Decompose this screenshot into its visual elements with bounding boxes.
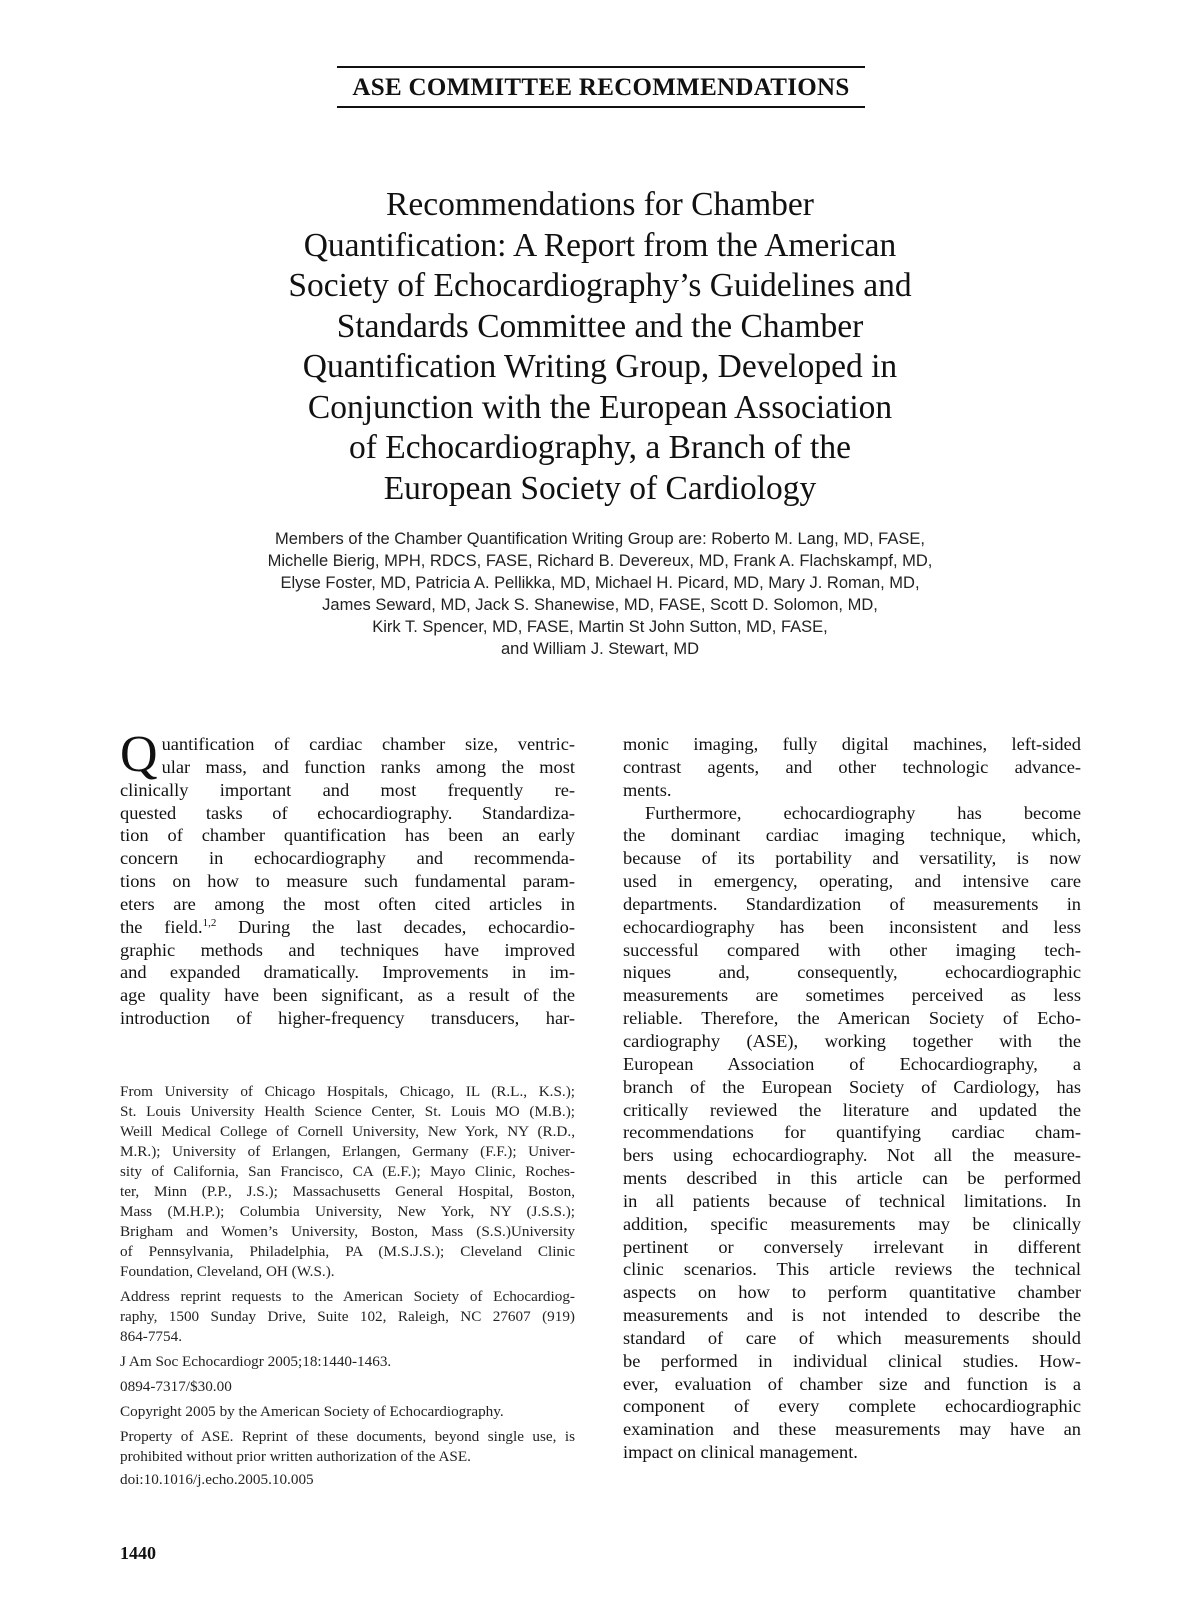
note-line: sity of California, San Francisco, CA (E.F.); Mayo Clinic, Roches-	[120, 1163, 575, 1180]
section-label: ASE COMMITTEE RECOMMENDATIONS	[337, 66, 865, 108]
drop-cap: Q	[120, 726, 158, 783]
body-line: introduction of higher-frequency transducers, har-	[120, 1008, 575, 1029]
author-list	[180, 528, 1020, 660]
body-line: echocardiography has been inconsistent and less	[623, 916, 1081, 937]
body-line: reliable. Therefore, the American Society of Echo-	[623, 1008, 1081, 1029]
note-line: Property of ASE. Reprint of these documents, beyond single use, is	[120, 1428, 575, 1445]
note-line: raphy, 1500 Sunday Drive, Suite 102, Raleigh, NC 27607 (919)	[120, 1308, 575, 1325]
body-line: clinic scenarios. This article reviews the technical	[623, 1259, 1081, 1280]
body-line: bers using echocardiography. Not all the measure-	[623, 1145, 1081, 1166]
body-line: eters are among the most often cited articles in	[120, 893, 575, 914]
note-line: Mass (M.H.P.); Columbia University, New York, NY (J.S.S.);	[120, 1203, 575, 1220]
body-line: in all patients because of technical limitations. In	[623, 1190, 1081, 1211]
body-line: ever, evaluation of chamber size and function is a	[623, 1373, 1081, 1394]
body-line: successful compared with other imaging tech-	[623, 939, 1081, 960]
note-line: Weill Medical College of Cornell University, New York, NY (R.D.,	[120, 1123, 575, 1140]
body-line: tion of chamber quantification has been an early	[120, 825, 575, 846]
body-line: critically reviewed the literature and updated the	[623, 1099, 1081, 1120]
body-line: standard of care of which measurements should	[623, 1327, 1081, 1348]
title-line: Society of Echocardiography’s Guidelines and	[288, 267, 912, 304]
body-column-right	[623, 733, 1081, 1464]
note-line: Address reprint requests to the American Society of Echocardiog-	[120, 1288, 575, 1305]
title-line: of Echocardiography, a Branch of the	[349, 429, 851, 466]
note-line: Brigham and Women’s University, Boston, Mass (S.S.)University	[120, 1223, 575, 1240]
body-line: branch of the European Society of Cardiology, has	[623, 1076, 1081, 1097]
page-number: 1440	[120, 1543, 156, 1563]
journal-reference: J Am Soc Echocardiogr 2005;18:1440-1463.	[120, 1353, 392, 1370]
body-line: measurements and is not intended to describe the	[623, 1305, 1081, 1326]
body-line: component of every complete echocardiographic	[623, 1396, 1081, 1417]
body-line: departments. Standardization of measurements in	[623, 893, 1081, 914]
body-text: During the last decades, echocardio-	[238, 916, 575, 937]
body-line: Furthermore, echocardiography has become	[645, 802, 1081, 823]
issn: 0894-7317/$30.00	[120, 1378, 232, 1395]
body-line: measurements are sometimes perceived as less	[623, 985, 1081, 1006]
note-line: of Pennsylvania, Philadelphia, PA (M.S.J.S.); Cleveland Clinic	[120, 1243, 575, 1260]
title-line: Standards Committee and the Chamber	[336, 307, 864, 345]
note-line: prohibited without prior written authorization of the ASE.	[120, 1448, 471, 1465]
copyright-note: Copyright 2005 by the American Society of Echocardiography.	[120, 1403, 504, 1420]
footnotes	[120, 1082, 575, 1495]
body-line: contrast agents, and other technologic advance-	[623, 756, 1081, 777]
body-text: the field.	[120, 916, 203, 937]
body-line: addition, specific measurements may be clinically	[623, 1213, 1081, 1234]
body-line: because of its portability and versatility, is now	[623, 848, 1081, 869]
body-line: impact on clinical management.	[623, 1442, 858, 1463]
property-note	[120, 1427, 575, 1467]
body-line: aspects on how to perform quantitative chamber	[623, 1282, 1081, 1303]
body-line: pertinent or conversely irrelevant in different	[623, 1236, 1081, 1257]
note-line: M.R.); University of Erlangen, Erlangen, Germany (F.F.); Univer-	[120, 1143, 575, 1160]
note-line: From University of Chicago Hospitals, Chicago, IL (R.L., K.S.);	[120, 1083, 575, 1100]
body-line: tions on how to measure such fundamental param-	[120, 871, 575, 892]
body-line: European Association of Echocardiography, a	[623, 1053, 1081, 1074]
body-line: recommendations for quantifying cardiac cham-	[623, 1122, 1081, 1143]
note-line: St. Louis University Health Science Center, St. Louis MO (M.B.);	[120, 1103, 575, 1120]
title-line: Conjunction with the European Association	[307, 388, 893, 426]
body-line: graphic methods and techniques have improved	[120, 939, 575, 960]
affiliations-note	[120, 1082, 575, 1282]
citation-link[interactable]: 1,2	[202, 916, 217, 929]
title-line: Recommendations for Chamber	[386, 186, 814, 223]
body-line: be performed in individual clinical studies. How-	[623, 1350, 1081, 1371]
doi-link[interactable]: doi:10.1016/j.echo.2005.10.005	[120, 1471, 314, 1488]
body-line: used in emergency, operating, and intensive care	[623, 871, 1081, 892]
author-line: Michelle Bierig, MPH, RDCS, FASE, Richard B. Devereux, MD, Frank A. Flachskampf, MD,	[267, 552, 933, 570]
note-line: ter, Minn (P.P., J.S.); Massachusetts General Hospital, Boston,	[120, 1183, 575, 1200]
title-line: European Society of Cardiology	[383, 469, 817, 507]
author-line: Members of the Chamber Quantification Writing Group are: Roberto M. Lang, MD, FASE,	[275, 530, 925, 548]
title-line: Quantification Writing Group, Developed in	[302, 348, 898, 385]
body-line: quested tasks of echocardiography. Standardiza-	[120, 802, 575, 823]
body-line: concern in echocardiography and recommenda-	[120, 848, 575, 869]
note-line: Foundation, Cleveland, OH (W.S.).	[120, 1263, 335, 1280]
reprint-note	[120, 1287, 575, 1347]
body-line: uantification of cardiac chamber size, ventric-	[161, 734, 575, 754]
note-line: 864-7754.	[120, 1328, 183, 1345]
body-line: niques and, consequently, echocardiographic	[623, 962, 1081, 983]
body-line: age quality have been significant, as a result of the	[120, 985, 575, 1006]
body-line: examination and these measurements may have an	[623, 1419, 1081, 1440]
body-line: ments.	[623, 779, 672, 800]
body-line: clinically important and most frequently re-	[120, 779, 575, 800]
author-line: Kirk T. Spencer, MD, FASE, Martin St John Sutton, MD, FASE,	[372, 618, 828, 636]
author-line: James Seward, MD, Jack S. Shanewise, MD, FASE, Scott D. Solomon, MD,	[322, 596, 878, 614]
body-line	[120, 916, 575, 939]
title-line: Quantification: A Report from the American	[303, 226, 897, 264]
body-line: cardiography (ASE), working together with the	[623, 1030, 1081, 1051]
body-line: ular mass, and function ranks among the most	[161, 756, 575, 777]
author-line: and William J. Stewart, MD	[500, 640, 700, 658]
body-line: and expanded dramatically. Improvements in im-	[120, 962, 575, 983]
body-line: ments described in this article can be performed	[623, 1168, 1081, 1189]
body-line: monic imaging, fully digital machines, left-sided	[623, 734, 1081, 754]
body-column-left	[120, 726, 575, 1030]
author-line: Elyse Foster, MD, Patricia A. Pellikka, MD, Michael H. Picard, MD, Mary J. Roman, MD,	[280, 574, 920, 592]
article-title	[200, 185, 1000, 509]
body-line: the dominant cardiac imaging technique, which,	[623, 825, 1081, 846]
